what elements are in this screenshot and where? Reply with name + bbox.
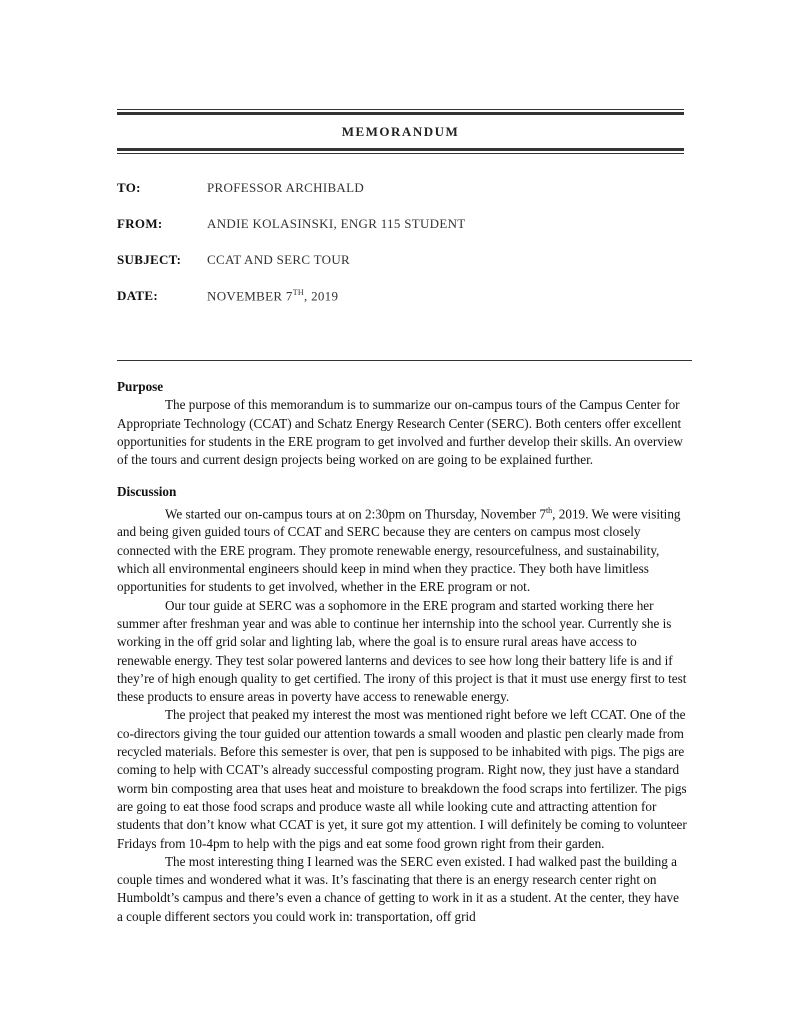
paragraph-text: , 2019. We were visiting and being given guided tours of CCAT and SERC because they are centers on campus most closely connected with the ERE program. They promote renewable energy, resourcefulness, and sustainability, which all environmental engineers should keep in mind when they practice. They both have limitless opportunities for students to get involved, whether in the ERE program or not. <box>117 506 681 595</box>
discussion-paragraph-3: The project that peaked my interest the most was mentioned right before we left CCAT. One of the co-directors giving the tour guided our attention towards a small wooden and plastic pen clearly made from recycled materials. Before this semester is over, that pen is supposed to be inhabited with pigs. The pigs are coming to help with CCAT’s already successful composting program. Right now, they just have a standard worm bin composting area that uses heat and moisture to breakdown the food scraps into fertilizer. The pigs are going to eat those food scraps and produce waste all while looking cute and attracting attention for students that don’t know what CCAT is yet, it sure got my attention. I will definitely be coming to volunteer Fridays from 10-4pm to help with the pigs and eat some food grown right from their garden. <box>117 707 687 851</box>
section-heading-discussion: Discussion <box>117 484 177 500</box>
header-label: FROM: <box>117 216 163 231</box>
top-rule-thin <box>117 109 684 110</box>
date-text: NOVEMBER 7 <box>207 288 293 304</box>
top-rule-thick <box>117 112 684 115</box>
header-value: CCAT AND SERC TOUR <box>207 252 351 267</box>
header-label: SUBJECT: <box>117 252 182 267</box>
purpose-paragraph: The purpose of this memorandum is to summarize our on-campus tours of the Campus Center for Appropriate Technology (CCAT) and Schatz Energy Research Center (SERC). Both centers offer excellent opportunities for students in the ERE program to get involved and further develop their skills. An overview of the tours and current design projects being worked on are going to be explained further. <box>117 397 683 468</box>
header-value-date <box>207 288 338 304</box>
discussion-section <box>117 483 687 926</box>
header-value: ANDIE KOLASINSKI, ENGR 115 STUDENT <box>207 216 466 231</box>
memo-title: MEMORANDUM <box>341 124 460 139</box>
title-rule-thin <box>117 153 684 154</box>
ordinal-suffix: th <box>545 505 553 515</box>
discussion-paragraph-4: The most interesting thing I learned was the SERC even existed. I had walked past the building a couple times and wondered what it was. It’s fascinating that there is an energy research center right on Humboldt’s campus and there’s even a chance of getting to work in it as a student. At the center, they have a couple different sectors you could work in: transportation, off grid <box>117 853 679 924</box>
header-value: PROFESSOR ARCHIBALD <box>207 180 365 195</box>
header-separator-rule <box>117 360 692 361</box>
section-heading-purpose: Purpose <box>117 379 164 394</box>
title-rule-thick <box>117 148 684 151</box>
discussion-paragraph-2: Our tour guide at SERC was a sophomore in the ERE program and started working there her summer after freshman year and was able to continue her internship into the school year. Currently she is working in the off grid solar and lighting lab, where the goal is to ensure rural areas have access to renewable energy. They test solar powered lanterns and devices to see how long their battery life is and if they’re of high enough quality to get certified. The irony of this project is that it must use energy first to test these products to ensure areas in poverty have access to renewable energy. <box>117 597 687 705</box>
date-year: , 2019 <box>303 288 339 304</box>
memo-body <box>117 378 687 940</box>
header-label: DATE: <box>117 288 158 303</box>
paragraph-text: We started our on-campus tours at on 2:30pm on Thursday, November 7 <box>165 506 546 522</box>
header-label: TO: <box>117 180 141 195</box>
discussion-paragraph-1 <box>117 502 687 597</box>
purpose-section <box>117 378 687 469</box>
date-ordinal: TH <box>292 288 304 297</box>
